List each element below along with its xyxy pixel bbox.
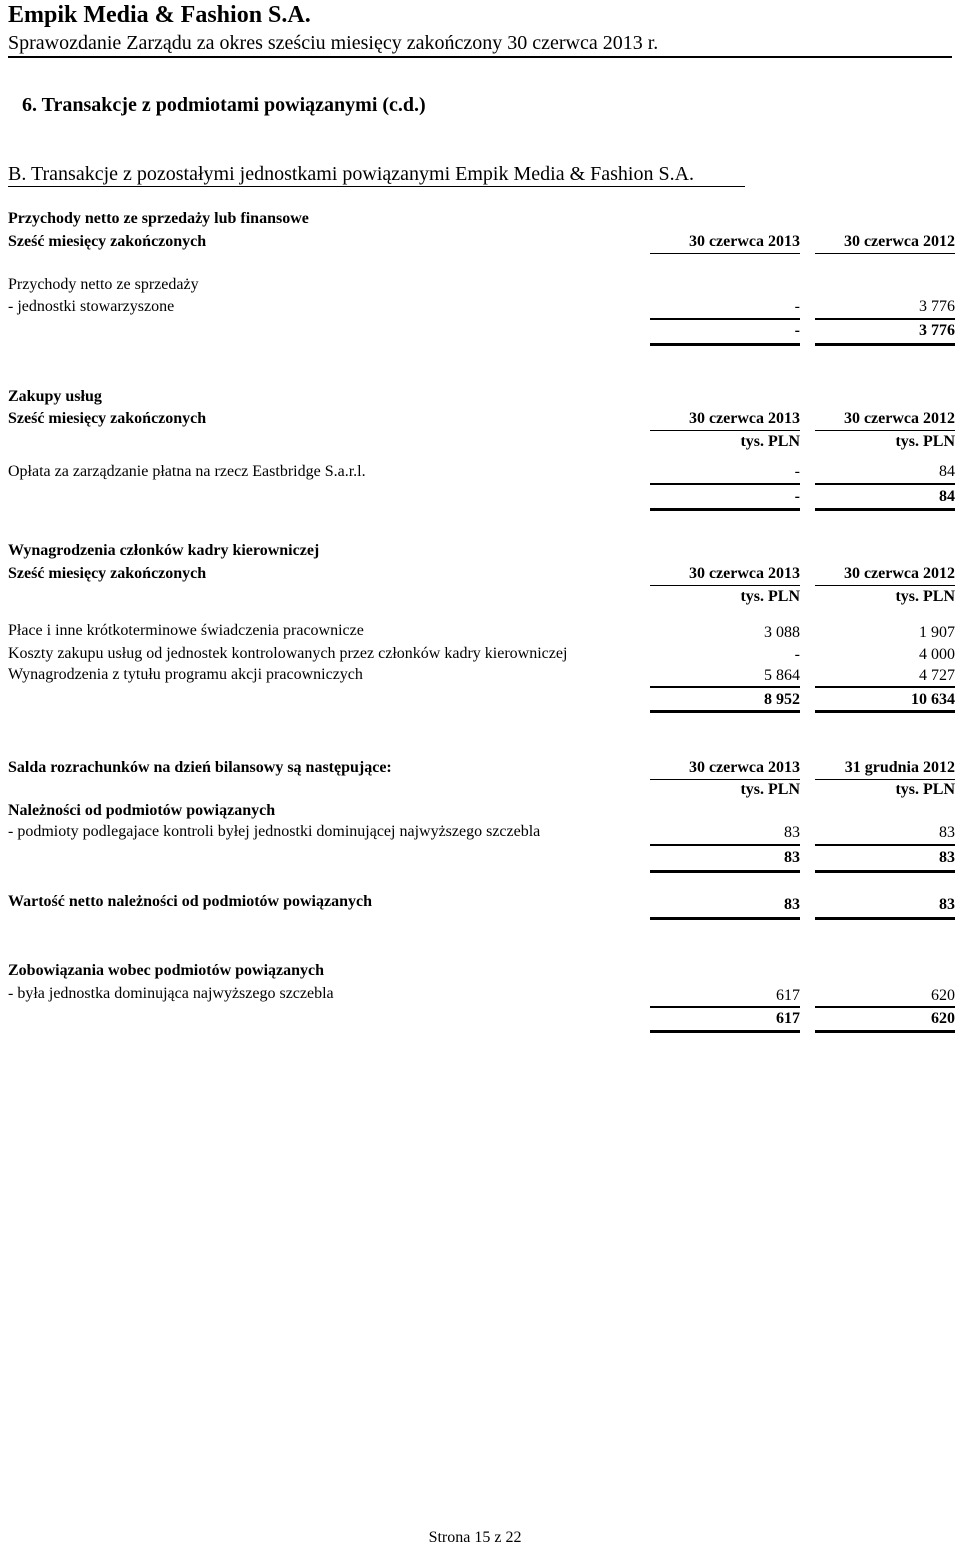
- remuneration-col2-header: 30 czerwca 2012: [843, 565, 955, 582]
- net-receivables-2012: 83: [939, 896, 955, 913]
- receivables-title: Należności od podmiotów powiązanych: [8, 802, 276, 819]
- revenue-subtotal-rule-1: [650, 318, 800, 320]
- services-col2-header-rule: [815, 430, 955, 431]
- remuneration-total-2012: 10 634: [911, 691, 955, 708]
- balances-unit2: tys. PLN: [895, 781, 955, 798]
- services-col2-header: 30 czerwca 2012: [843, 410, 955, 427]
- row-value-2013: -: [794, 298, 800, 315]
- revenue-total-rule-2: [815, 343, 955, 346]
- services-col1-header-rule: [650, 430, 800, 431]
- revenue-col2-header-rule: [815, 253, 955, 254]
- remuneration-col1-header: 30 czerwca 2013: [688, 565, 800, 582]
- row-value-2012: 1 907: [919, 624, 955, 641]
- services-total-rule-2: [815, 508, 955, 511]
- remuneration-total-2013: 8 952: [764, 691, 800, 708]
- liabilities-total-rule-1: [650, 1030, 800, 1033]
- row-value-2013: 83: [784, 824, 800, 841]
- row-value-2012: 3 776: [919, 298, 955, 315]
- row-label: Wynagrodzenia z tytułu programu akcji pracowniczych: [8, 666, 363, 683]
- services-total-rule-1: [650, 508, 800, 511]
- row-label: - była jednostka dominująca najwyższego szczebla: [8, 985, 334, 1002]
- liabilities-total-2013: 617: [776, 1010, 800, 1027]
- row-value-2012: 620: [931, 987, 955, 1004]
- services-total-2013: -: [794, 488, 800, 505]
- row-label: - podmioty podlegajace kontroli byłej jednostki dominującej najwyższego szczebla: [8, 823, 541, 840]
- remuneration-unit1: tys. PLN: [740, 588, 800, 605]
- revenue-subtotal-rule-2: [815, 318, 955, 320]
- row-label: Koszty zakupu usług od jednostek kontrolowanych przez członków kadry kierowniczej: [8, 645, 568, 662]
- row-value-2013: 3 088: [764, 624, 800, 641]
- liabilities-subtotal-rule-2: [815, 1006, 955, 1008]
- header-rule: [8, 56, 952, 58]
- receivables-total-rule-1: [650, 870, 800, 873]
- revenue-total-2013: -: [794, 322, 800, 339]
- receivables-subtotal-rule-1: [650, 844, 800, 846]
- revenue-col1-header: 30 czerwca 2013: [688, 233, 800, 250]
- revenue-total-2012: 3 776: [919, 322, 955, 339]
- balances-col2-header: 31 grudnia 2012: [844, 759, 955, 776]
- services-title: Zakupy usług: [8, 388, 102, 405]
- row-value-2013: -: [794, 646, 800, 663]
- liabilities-title: Zobowiązania wobec podmiotów powiązanych: [8, 962, 325, 979]
- remuneration-unit2: tys. PLN: [895, 588, 955, 605]
- page-number: Strona 15 z 22: [428, 1529, 522, 1546]
- row-value-2012: 83: [939, 824, 955, 841]
- receivables-total-2013: 83: [784, 849, 800, 866]
- row-value-2013: 617: [776, 987, 800, 1004]
- balances-unit1: tys. PLN: [740, 781, 800, 798]
- section-heading: 6. Transakcje z podmiotami powiązanymi (c.d.): [22, 94, 426, 116]
- report-subtitle: Sprawozdanie Zarządu za okres sześciu miesięcy zakończony 30 czerwca 2013 r.: [8, 32, 659, 54]
- receivables-total-rule-2: [815, 870, 955, 873]
- remuneration-period-label: Sześć miesięcy zakończonych: [8, 565, 207, 582]
- services-total-2012: 84: [939, 488, 955, 505]
- row-value-2012: 4 000: [919, 646, 955, 663]
- section-subheading: B. Transakcje z pozostałymi jednostkami powiązanymi Empik Media & Fashion S.A.: [8, 163, 695, 185]
- remuneration-total-rule-2: [815, 710, 955, 713]
- liabilities-total-2012: 620: [931, 1010, 955, 1027]
- revenue-col2-header: 30 czerwca 2012: [843, 233, 955, 250]
- services-period-label: Sześć miesięcy zakończonych: [8, 410, 207, 427]
- services-col1-header: 30 czerwca 2013: [688, 410, 800, 427]
- row-label: - jednostki stowarzyszone: [8, 298, 175, 315]
- balances-col2-header-rule: [815, 779, 955, 780]
- row-value-2013: -: [794, 463, 800, 480]
- remuneration-col2-header-rule: [815, 585, 955, 586]
- remuneration-col1-header-rule: [650, 585, 800, 586]
- services-unit2: tys. PLN: [895, 433, 955, 450]
- net-receivables-2013: 83: [784, 896, 800, 913]
- services-subtotal-rule-2: [815, 483, 955, 485]
- liabilities-subtotal-rule-1: [650, 1006, 800, 1008]
- remuneration-subtotal-rule-2: [815, 686, 955, 688]
- revenue-total-rule-1: [650, 343, 800, 346]
- row-label: Płace i inne krótkoterminowe świadczenia pracownicze: [8, 622, 364, 639]
- row-value-2012: 4 727: [919, 667, 955, 684]
- subheading-underline: [8, 186, 745, 187]
- net-receivables-label: Wartość netto należności od podmiotów powiązanych: [8, 893, 372, 910]
- revenue-group-label: Przychody netto ze sprzedaży: [8, 276, 199, 293]
- revenue-period-label: Sześć miesięcy zakończonych: [8, 233, 207, 250]
- balances-col1-header-rule: [650, 779, 800, 780]
- revenue-col1-header-rule: [650, 253, 800, 254]
- services-subtotal-rule-1: [650, 483, 800, 485]
- receivables-total-2012: 83: [939, 849, 955, 866]
- remuneration-subtotal-rule-1: [650, 686, 800, 688]
- balances-col1-header: 30 czerwca 2013: [688, 759, 800, 776]
- company-name: Empik Media & Fashion S.A.: [8, 2, 311, 28]
- net-rule-1: [650, 917, 800, 920]
- receivables-subtotal-rule-2: [815, 844, 955, 846]
- liabilities-total-rule-2: [815, 1030, 955, 1033]
- balances-title: Salda rozrachunków na dzień bilansowy są następujące:: [8, 759, 392, 776]
- row-value-2012: 84: [939, 463, 955, 480]
- row-value-2013: 5 864: [764, 667, 800, 684]
- remuneration-total-rule-1: [650, 710, 800, 713]
- net-rule-2: [815, 917, 955, 920]
- services-unit1: tys. PLN: [740, 433, 800, 450]
- row-label: Opłata za zarządzanie płatna na rzecz Eastbridge S.a.r.l.: [8, 463, 366, 480]
- revenue-title: Przychody netto ze sprzedaży lub finansowe: [8, 210, 309, 227]
- remuneration-title: Wynagrodzenia członków kadry kierowniczej: [8, 542, 320, 559]
